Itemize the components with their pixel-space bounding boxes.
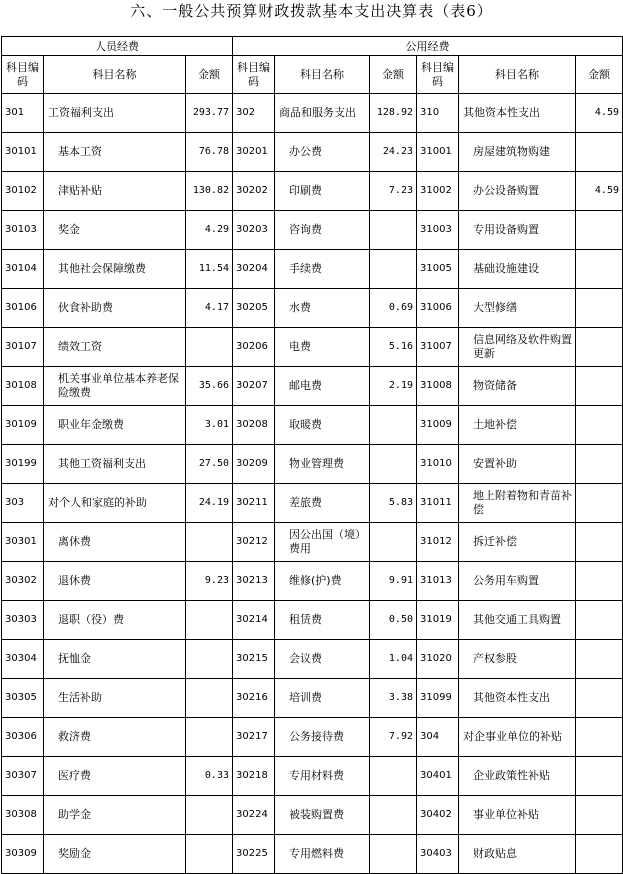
cell-name: 其他交通工具购置 <box>459 601 576 640</box>
cell-code: 30202 <box>233 172 275 211</box>
table-row <box>2 133 623 172</box>
cell-amount <box>576 250 623 289</box>
cell-code: 30207 <box>233 367 275 406</box>
table-row <box>2 679 623 718</box>
cell-name: 生活补助 <box>44 679 186 718</box>
cell-code: 31006 <box>417 289 459 328</box>
table-row <box>2 289 623 328</box>
cell-name: 财政贴息 <box>459 835 576 874</box>
cell-amount: 0.50 <box>370 601 417 640</box>
cell-code: 30214 <box>233 601 275 640</box>
cell-amount <box>576 484 623 523</box>
cell-code: 30224 <box>233 796 275 835</box>
cell-name: 奖励金 <box>44 835 186 874</box>
table-row <box>2 601 623 640</box>
cell-name: 对企事业单位的补贴 <box>459 718 576 757</box>
header-amount: 金额 <box>370 56 417 94</box>
cell-name: 救济费 <box>44 718 186 757</box>
expenditure-table <box>1 36 623 874</box>
cell-name: 其他工资福利支出 <box>44 445 186 484</box>
cell-name: 基础设施建设 <box>459 250 576 289</box>
cell-amount <box>186 796 233 835</box>
table-row <box>2 250 623 289</box>
cell-code: 31020 <box>417 640 459 679</box>
cell-name: 办公设备购置 <box>459 172 576 211</box>
cell-code: 30102 <box>2 172 44 211</box>
cell-name: 培训费 <box>275 679 370 718</box>
cell-code: 30402 <box>417 796 459 835</box>
table-row <box>2 445 623 484</box>
cell-name: 维修(护)费 <box>275 562 370 601</box>
cell-name: 信息网络及软件购置更新 <box>459 328 576 367</box>
cell-name: 津贴补贴 <box>44 172 186 211</box>
header-name: 科目名称 <box>275 56 370 94</box>
cell-amount <box>370 835 417 874</box>
cell-name: 退职（役）费 <box>44 601 186 640</box>
cell-code: 30109 <box>2 406 44 445</box>
cell-code: 30306 <box>2 718 44 757</box>
cell-code: 30217 <box>233 718 275 757</box>
cell-amount <box>576 718 623 757</box>
cell-name: 对个人和家庭的补助 <box>44 484 186 523</box>
cell-amount <box>576 835 623 874</box>
cell-name: 房屋建筑物购建 <box>459 133 576 172</box>
cell-amount: 293.77 <box>186 94 233 133</box>
cell-name: 咨询费 <box>275 211 370 250</box>
cell-name: 伙食补助费 <box>44 289 186 328</box>
cell-name: 基本工资 <box>44 133 186 172</box>
cell-code: 31001 <box>417 133 459 172</box>
cell-code: 30403 <box>417 835 459 874</box>
cell-amount <box>576 796 623 835</box>
cell-code: 30201 <box>233 133 275 172</box>
table-row <box>2 367 623 406</box>
cell-code: 30303 <box>2 601 44 640</box>
cell-name: 安置补助 <box>459 445 576 484</box>
cell-code: 30225 <box>233 835 275 874</box>
cell-name: 其他社会保障缴费 <box>44 250 186 289</box>
cell-amount <box>576 289 623 328</box>
cell-amount <box>576 367 623 406</box>
header-name: 科目名称 <box>44 56 186 94</box>
cell-name: 专用设备购置 <box>459 211 576 250</box>
cell-name: 医疗费 <box>44 757 186 796</box>
cell-code: 30204 <box>233 250 275 289</box>
cell-amount <box>370 250 417 289</box>
cell-name: 抚恤金 <box>44 640 186 679</box>
table-row <box>2 484 623 523</box>
cell-amount <box>370 757 417 796</box>
cell-name: 邮电费 <box>275 367 370 406</box>
cell-code: 30216 <box>233 679 275 718</box>
cell-code: 31019 <box>417 601 459 640</box>
table-row <box>2 94 623 133</box>
cell-amount <box>186 640 233 679</box>
cell-amount: 4.59 <box>576 94 623 133</box>
cell-name: 绩效工资 <box>44 328 186 367</box>
cell-name: 职业年金缴费 <box>44 406 186 445</box>
cell-code: 31010 <box>417 445 459 484</box>
cell-code: 302 <box>233 94 275 133</box>
cell-amount <box>370 523 417 562</box>
cell-code: 30106 <box>2 289 44 328</box>
header-code: 科目编码 <box>233 56 275 94</box>
cell-code: 310 <box>417 94 459 133</box>
cell-amount: 2.19 <box>370 367 417 406</box>
cell-amount <box>186 523 233 562</box>
cell-name: 公务接待费 <box>275 718 370 757</box>
cell-name: 其他资本性支出 <box>459 94 576 133</box>
cell-code: 31009 <box>417 406 459 445</box>
cell-amount: 76.78 <box>186 133 233 172</box>
header-amount: 金额 <box>576 56 623 94</box>
cell-name: 公务用车购置 <box>459 562 576 601</box>
cell-amount <box>186 328 233 367</box>
cell-code: 31007 <box>417 328 459 367</box>
cell-code: 30301 <box>2 523 44 562</box>
cell-amount <box>576 406 623 445</box>
cell-code: 30215 <box>233 640 275 679</box>
cell-amount: 27.50 <box>186 445 233 484</box>
cell-name: 办公费 <box>275 133 370 172</box>
cell-amount: 11.54 <box>186 250 233 289</box>
cell-amount <box>370 445 417 484</box>
cell-amount: 5.83 <box>370 484 417 523</box>
cell-code: 30101 <box>2 133 44 172</box>
cell-code: 30103 <box>2 211 44 250</box>
cell-code: 30213 <box>233 562 275 601</box>
cell-code: 31012 <box>417 523 459 562</box>
table-row <box>2 406 623 445</box>
cell-code: 30302 <box>2 562 44 601</box>
table-row <box>2 796 623 835</box>
cell-amount: 0.33 <box>186 757 233 796</box>
cell-name: 物资储备 <box>459 367 576 406</box>
cell-amount <box>370 796 417 835</box>
header-code: 科目编码 <box>2 56 44 94</box>
cell-name: 地上附着物和青苗补偿 <box>459 484 576 523</box>
cell-name: 奖金 <box>44 211 186 250</box>
cell-name: 专用材料费 <box>275 757 370 796</box>
cell-name: 拆迁补偿 <box>459 523 576 562</box>
cell-name: 差旅费 <box>275 484 370 523</box>
cell-amount: 130.82 <box>186 172 233 211</box>
cell-amount: 9.91 <box>370 562 417 601</box>
cell-code: 30203 <box>233 211 275 250</box>
cell-amount: 4.59 <box>576 172 623 211</box>
cell-amount: 5.16 <box>370 328 417 367</box>
cell-name: 机关事业单位基本养老保险缴费 <box>44 367 186 406</box>
cell-code: 30401 <box>417 757 459 796</box>
cell-code: 30104 <box>2 250 44 289</box>
cell-name: 取暖费 <box>275 406 370 445</box>
cell-name: 商品和服务支出 <box>275 94 370 133</box>
group-public: 公用经费 <box>233 37 623 56</box>
header-code: 科目编码 <box>417 56 459 94</box>
cell-name: 离休费 <box>44 523 186 562</box>
cell-amount <box>576 679 623 718</box>
cell-code: 30218 <box>233 757 275 796</box>
table-row <box>2 640 623 679</box>
cell-amount <box>576 562 623 601</box>
cell-code: 31003 <box>417 211 459 250</box>
cell-amount: 3.01 <box>186 406 233 445</box>
cell-code: 30307 <box>2 757 44 796</box>
cell-amount <box>186 601 233 640</box>
cell-amount: 0.69 <box>370 289 417 328</box>
cell-name: 水费 <box>275 289 370 328</box>
cell-amount <box>576 133 623 172</box>
cell-name: 事业单位补贴 <box>459 796 576 835</box>
table-row <box>2 523 623 562</box>
cell-amount: 4.29 <box>186 211 233 250</box>
cell-code: 30211 <box>233 484 275 523</box>
cell-name: 租赁费 <box>275 601 370 640</box>
cell-name: 手续费 <box>275 250 370 289</box>
cell-amount: 7.92 <box>370 718 417 757</box>
cell-name: 物业管理费 <box>275 445 370 484</box>
cell-amount <box>186 679 233 718</box>
cell-code: 30308 <box>2 796 44 835</box>
table-row <box>2 211 623 250</box>
cell-code: 31005 <box>417 250 459 289</box>
cell-code: 30305 <box>2 679 44 718</box>
cell-amount: 4.17 <box>186 289 233 328</box>
cell-code: 30107 <box>2 328 44 367</box>
cell-name: 产权参股 <box>459 640 576 679</box>
cell-amount <box>370 211 417 250</box>
cell-amount: 3.38 <box>370 679 417 718</box>
cell-code: 303 <box>2 484 44 523</box>
cell-name: 电费 <box>275 328 370 367</box>
cell-amount <box>576 757 623 796</box>
cell-amount: 128.92 <box>370 94 417 133</box>
cell-code: 31008 <box>417 367 459 406</box>
cell-code: 301 <box>2 94 44 133</box>
cell-amount <box>576 523 623 562</box>
table-row <box>2 172 623 211</box>
cell-code: 31002 <box>417 172 459 211</box>
cell-code: 30206 <box>233 328 275 367</box>
header-amount: 金额 <box>186 56 233 94</box>
cell-code: 31099 <box>417 679 459 718</box>
cell-name: 会议费 <box>275 640 370 679</box>
cell-code: 30309 <box>2 835 44 874</box>
cell-code: 31013 <box>417 562 459 601</box>
cell-name: 大型修缮 <box>459 289 576 328</box>
table-row <box>2 718 623 757</box>
cell-code: 30199 <box>2 445 44 484</box>
page-title: 六、一般公共预算财政拨款基本支出决算表（表6） <box>130 2 493 20</box>
table-row <box>2 835 623 874</box>
cell-code: 304 <box>417 718 459 757</box>
cell-amount <box>186 835 233 874</box>
cell-amount: 1.04 <box>370 640 417 679</box>
cell-amount <box>576 211 623 250</box>
cell-amount: 35.66 <box>186 367 233 406</box>
cell-code: 30212 <box>233 523 275 562</box>
cell-amount <box>576 601 623 640</box>
cell-name: 企业政策性补贴 <box>459 757 576 796</box>
table-row <box>2 757 623 796</box>
cell-code: 30304 <box>2 640 44 679</box>
cell-amount: 9.23 <box>186 562 233 601</box>
cell-name: 其他资本性支出 <box>459 679 576 718</box>
cell-amount <box>370 406 417 445</box>
cell-amount <box>576 640 623 679</box>
cell-amount <box>576 328 623 367</box>
cell-amount: 7.23 <box>370 172 417 211</box>
table-row <box>2 562 623 601</box>
header-name: 科目名称 <box>459 56 576 94</box>
cell-name: 专用燃料费 <box>275 835 370 874</box>
group-personnel: 人员经费 <box>2 37 233 56</box>
cell-code: 30205 <box>233 289 275 328</box>
cell-name: 印刷费 <box>275 172 370 211</box>
cell-code: 30108 <box>2 367 44 406</box>
cell-amount <box>576 445 623 484</box>
cell-name: 退休费 <box>44 562 186 601</box>
cell-amount <box>186 718 233 757</box>
cell-amount: 24.23 <box>370 133 417 172</box>
cell-name: 助学金 <box>44 796 186 835</box>
table-row <box>2 328 623 367</box>
cell-name: 土地补偿 <box>459 406 576 445</box>
cell-name: 因公出国（境）费用 <box>275 523 370 562</box>
cell-name: 工资福利支出 <box>44 94 186 133</box>
cell-name: 被装购置费 <box>275 796 370 835</box>
cell-amount: 24.19 <box>186 484 233 523</box>
cell-code: 31011 <box>417 484 459 523</box>
cell-code: 30209 <box>233 445 275 484</box>
cell-code: 30208 <box>233 406 275 445</box>
